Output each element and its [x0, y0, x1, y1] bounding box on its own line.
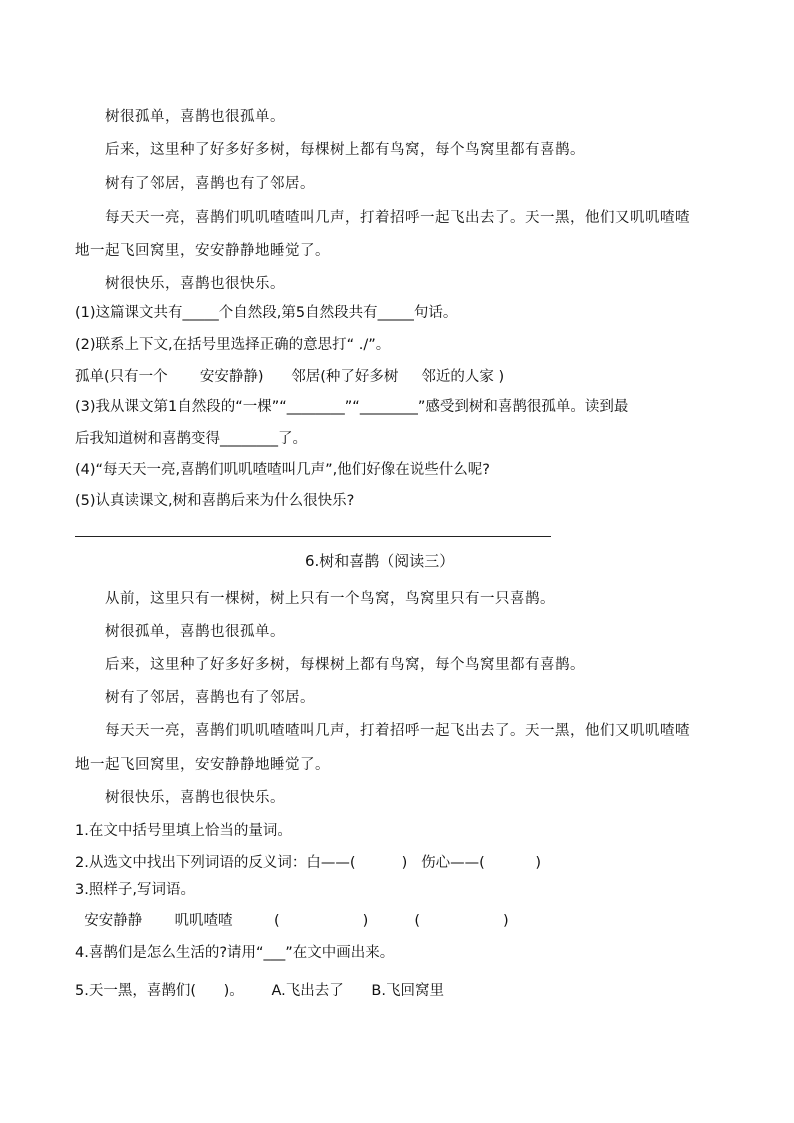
- question-2-2: 2.从选文中找出下列词语的反义词：白——( ) 伤心——( ): [75, 855, 542, 871]
- section1-paragraph-4-line2: 地一起飞回窝里，安安静静地睡觉了。: [75, 243, 330, 259]
- section2-paragraph-5-line2: 地一起飞回窝里，安安静静地睡觉了。: [75, 757, 330, 773]
- section2-paragraph-2: 树很孤单，喜鹊也很孤单。: [105, 624, 285, 640]
- question-2-3-example: 安安静静 叽叽喳喳 ( ) ( ): [75, 913, 509, 929]
- section2-paragraph-3: 后来，这里种了好多好多树，每棵树上都有鸟窝，每个鸟窝里都有喜鹊。: [105, 657, 585, 673]
- section2-title: 6.树和喜鹊（阅读三）: [305, 552, 455, 570]
- section1-paragraph-5: 树很快乐，喜鹊也很快乐。: [105, 276, 285, 292]
- question-1-3-line2: 后我知道树和喜鹊变得________了。: [75, 431, 307, 447]
- section1-paragraph-1: 树很孤单，喜鹊也很孤单。: [105, 109, 285, 125]
- section1-paragraph-4-line1: 每天天一亮，喜鹊们叽叽喳喳叫几声，打着招呼一起飞出去了。天一黑，他们又叽叽喳喳: [105, 210, 690, 226]
- section2-paragraph-4: 树有了邻居，喜鹊也有了邻居。: [105, 690, 315, 706]
- section2-paragraph-1: 从前，这里只有一棵树，树上只有一个鸟窝，鸟窝里只有一只喜鹊。: [105, 591, 555, 607]
- question-1-4: (4)“每天天一亮,喜鹊们叽叽喳喳叫几声”,他们好像在说些什么呢?: [75, 462, 490, 478]
- question-1-5: (5)认真读课文,树和喜鹊后来为什么很快乐?: [75, 493, 355, 509]
- question-2-4: 4.喜鹊们是怎么生活的?请用“___”在文中画出来。: [75, 945, 395, 961]
- question-2-1: 1.在文中括号里填上恰当的量词。: [75, 823, 292, 839]
- question-2-5: 5.天一黑，喜鹊们( )。 A.飞出去了 B.飞回窝里: [75, 983, 444, 999]
- section2-paragraph-6: 树很快乐，喜鹊也很快乐。: [105, 790, 285, 806]
- question-1-2-options: 孤单(只有一个 安安静静) 邻居(种了好多树 邻近的人家 ): [75, 369, 505, 385]
- question-1-3-line1: (3)我从课文第1自然段的“一棵”“________”“________”感受到树和喜鹊很孤单。读到最: [75, 399, 629, 415]
- section1-paragraph-2: 后来，这里种了好多好多树，每棵树上都有鸟窝，每个鸟窝里都有喜鹊。: [105, 142, 585, 158]
- answer-line: [75, 536, 551, 537]
- question-1-2: (2)联系上下文,在括号里选择正确的意思打“ ./”。: [75, 337, 391, 353]
- section2-paragraph-5-line1: 每天天一亮，喜鹊们叽叽喳喳叫几声，打着招呼一起飞出去了。天一黑，他们又叽叽喳喳: [105, 723, 690, 739]
- question-1-1: (1)这篇课文共有_____个自然段,第5自然段共有_____句话。: [75, 305, 458, 321]
- section1-paragraph-3: 树有了邻居，喜鹊也有了邻居。: [105, 176, 315, 192]
- question-2-3: 3.照样子,写词语。: [75, 882, 195, 898]
